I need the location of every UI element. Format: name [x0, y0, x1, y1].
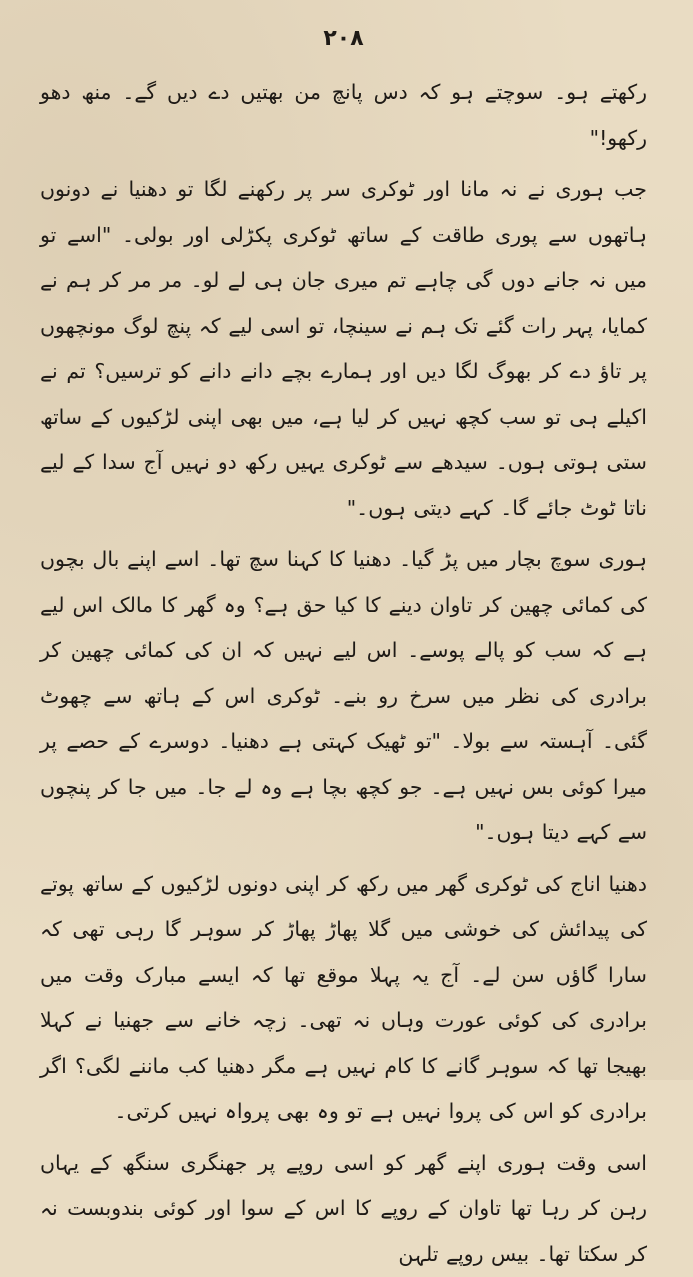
paragraph: اسی وقت ہوری اپنے گھر کو اسی روپے پر جھنگری سنگھ کے یہاں رہن کر رہا تھا تاوان کے روپے کا اس کے سوا اور کوئی بندوبست نہ کر سکتا تھا۔ بیس روپے تلہن [40, 1141, 647, 1277]
paragraph: ہوری سوچ بچار میں پڑ گیا۔ دھنیا کا کہنا سچ تھا۔ اسے اپنے بال بچوں کی کمائی چھین کر تاوان دینے کا کیا حق ہے؟ وہ گھر کا مالک اس لیے ہے کہ سب کو پالے پوسے۔ اس لیے نہیں کہ ان کی کمائی چھین کر برادری کی نظر میں سرخ رو بنے۔ ٹوکری اس کے ہاتھ سے چھوٹ گئی۔ آہستہ سے بولا۔ "تو ٹھیک کہتی ہے دھنیا۔ دوسرے کے حصے پر میرا کوئی بس نہیں ہے۔ جو کچھ بچا ہے وہ لے جا۔ میں جا کر پنچوں سے کہے دیتا ہوں۔" [40, 537, 647, 856]
paragraph: دھنیا اناج کی ٹوکری گھر میں رکھ کر اپنی دونوں لڑکیوں کے ساتھ پوتے کی پیدائش کی خوشی میں گلا پھاڑ پھاڑ کر سوہر گا رہی تھی کہ سارا گاؤں سن لے۔ آج یہ پہلا موقع تھا کہ ایسے مبارک وقت میں برادری کی کوئی عورت وہاں نہ تھی۔ زچہ خانے سے جھنیا نے کہلا بھیجا تھا کہ سوہر گانے کا کام نہیں ہے مگر دھنیا کب ماننے لگی؟ اگر برادری کو اس کی پروا نہیں ہے تو وہ بھی پرواہ نہیں کرتی۔ [40, 862, 647, 1135]
page-body [40, 70, 647, 1277]
paragraph: جب ہوری نے نہ مانا اور ٹوکری سر پر رکھنے لگا تو دھنیا نے دونوں ہاتھوں سے پوری طاقت کے ساتھ ٹوکری پکڑلی اور بولی۔ "اسے تو میں نہ جانے دوں گی چاہے تم میری جان ہی لے لو۔ مر مر کر ہم نے کمایا، پہر رات گئے تک ہم نے سینچا، تو اسی لیے کہ پنچ لوگ مونچھوں پر تاؤ دے کر بھوگ لگا دیں اور ہمارے بچے دانے دانے کو ترسیں؟ تم نے اکیلے ہی تو سب کچھ نہیں کر لیا ہے، میں بھی اپنی لڑکیوں کے ساتھ ستی ہوتی ہوں۔ سیدھے سے ٹوکری یہیں رکھ دو نہیں آج سدا کے لیے ناتا ٹوٹ جائے گا۔ کہے دیتی ہوں۔" [40, 167, 647, 531]
page-number: ۲۰۸ [40, 22, 647, 56]
paragraph: رکھتے ہو۔ سوچتے ہو کہ دس پانچ من بھتیں دے دیں گے۔ منھ دھو رکھو!" [40, 70, 647, 161]
